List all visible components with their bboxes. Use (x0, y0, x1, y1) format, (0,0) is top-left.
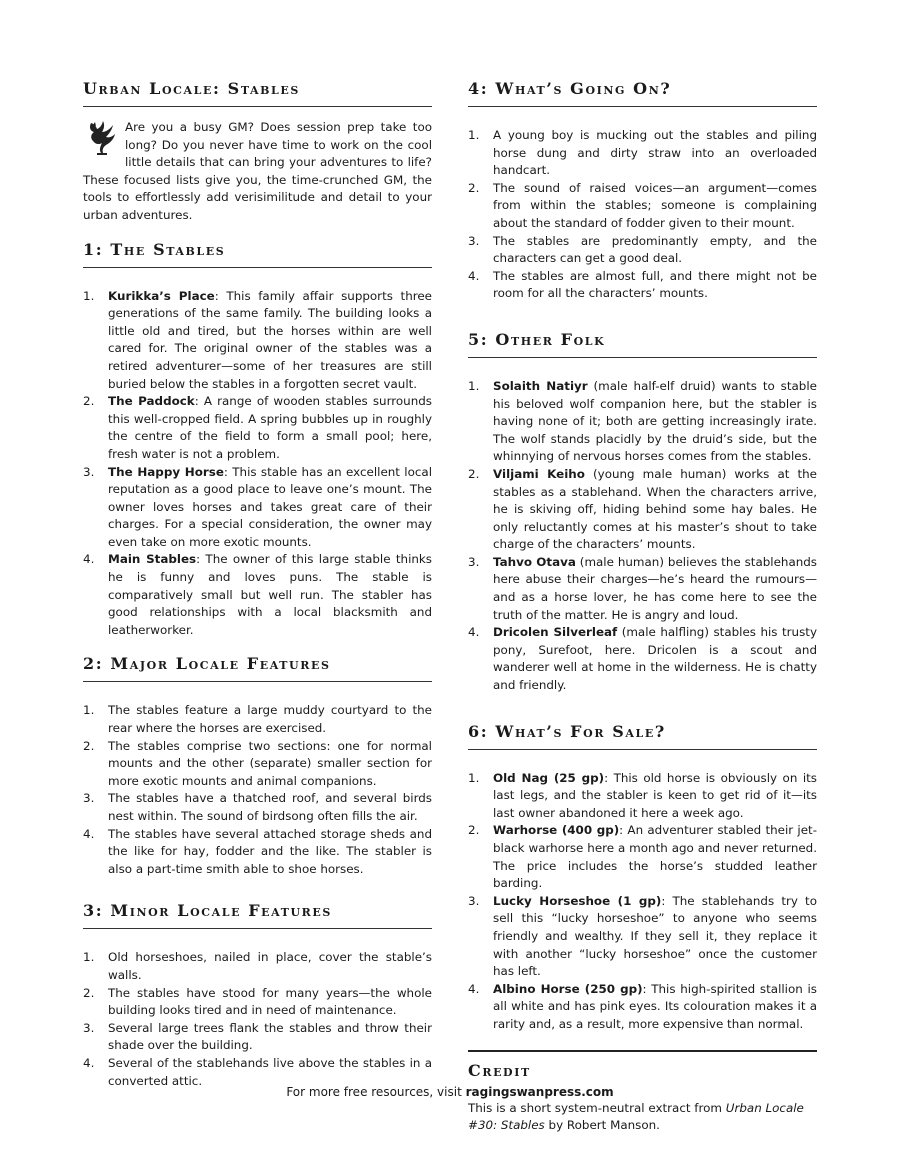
item-name: Albino Horse (250 gp) (493, 981, 643, 996)
other-folk-list (468, 378, 817, 695)
section-heading: 5: Other Folk (468, 329, 817, 358)
section-heading: 1: The Stables (83, 239, 432, 268)
section-stables (83, 239, 432, 640)
footer-link[interactable]: ragingswanpress.com (465, 1085, 614, 1099)
item-name: Dricolen Silverleaf (493, 625, 618, 640)
item-name: The Happy Horse (108, 464, 224, 479)
list-item: 2. The stables have stood for many years—the whole building looks tired and in need of maintenance. (83, 985, 432, 1018)
credit-book-title: Urban Locale #30: Stables (468, 1100, 804, 1133)
list-item: 4. Albino Horse (250 gp): This high-spirited stallion is all white and has pink eyes. Its colouration makes it a rarity and, as a result, more expensive than normal. (468, 981, 817, 1031)
section-minor-features (83, 900, 432, 1090)
item-name: Solaith Natiyr (493, 378, 588, 393)
major-features-list (83, 702, 432, 878)
credit-text: This is a short system-neutral extract from Urban Locale #30: Stables by Robert Manson. (468, 1100, 804, 1133)
page-title: Urban Locale: Stables (83, 78, 432, 107)
list-item: 1. Kurikka’s Place: This family affair supports three generations of the same family. The building looks a little old and tired, but the horses within are well cared for. The original owner of the stables was a retired adventurer—some of her treasures are still buried below the stables in a forgotten secret vault. (83, 288, 432, 391)
list-item: 1. The stables feature a large muddy courtyard to the rear where the horses are exercised. (83, 703, 432, 736)
item-name: Kurikka’s Place (108, 288, 215, 303)
list-item: 1. Solaith Natiyr (male half-elf druid) wants to stable his beloved wolf companion here, but the stabler is having none of it; both are getting increasingly irate. The wolf stands placidly by the druid’s side, but the whinnying of nervous horses comes from the stables. (468, 378, 817, 464)
section-heading: 3: Minor Locale Features (83, 900, 432, 929)
item-name: Viljami Keiho (493, 466, 585, 481)
list-item: 2. Viljami Keiho (young male human) works at the stables as a stablehand. When the characters arrive, he is skiving off, hiding behind some hay bales. He only reluctantly comes at his master’s shout to take charge of the characters’ mounts. (468, 466, 817, 552)
section-heading: Credit (468, 1060, 531, 1080)
list-item: 3. The stables are predominantly empty, and the characters can get a good deal. (468, 233, 817, 266)
list-item: 3. The Happy Horse: This stable has an excellent local reputation as a good place to leave one’s mount. The owner loves horses and takes great care of their charges. For a special consideration, the owner may even take on more exotic mounts. (83, 464, 433, 549)
whats-for-sale-list (468, 770, 817, 1034)
item-name: The Paddock (108, 394, 195, 409)
list-item: 4. Dricolen Silverleaf (male halfling) stables his trusty pony, Surefoot, here. Dricolen is a scout and wanderer well at home in the wilderness. He is chatty and friendly. (468, 625, 817, 693)
list-item: 1. Old Nag (25 gp): This old horse is obviously on its last legs, and the stabler is keen to get rid of it—its last owner abandoned it here a week ago. (468, 770, 817, 820)
list-item: 3. Several large trees flank the stables and throw their shade over the building. (83, 1020, 432, 1053)
item-name: Warhorse (400 gp) (493, 823, 620, 838)
item-name: Tahvo Otava (493, 554, 576, 569)
whats-going-on-list (468, 127, 817, 303)
section-heading: 2: Major Locale Features (83, 653, 432, 682)
section-heading: 6: What’s For Sale? (468, 721, 817, 750)
minor-features-list (83, 949, 432, 1090)
list-item: 1. Old horseshoes, nailed in place, cover the stable’s walls. (83, 950, 432, 982)
list-item: 4. Several of the stablehands live above the stables in a converted attic. (83, 1055, 432, 1088)
section-other-folk (468, 329, 817, 695)
list-item: 2. Warhorse (400 gp): An adventurer stabled their jet-black warhorse here a month ago and never returned. The price includes the horse’s studded leather barding. (468, 823, 818, 891)
list-item: 4. The stables have several attached storage sheds and the like for hay, fodder and the like. The stabler is also a part-time smith able to shoe horses. (83, 826, 432, 876)
list-item: 2. The Paddock: A range of wooden stables surrounds this well-cropped field. A spring bubbles up in roughly the centre of the field to form a small pool; here, fresh water is not a problem. (83, 394, 432, 461)
list-item: 1. A young boy is mucking out the stables and piling horse dung and dirty straw into an overloaded handcart. (468, 128, 817, 178)
list-item: 4. The stables are almost full, and there might not be room for all the characters’ mounts. (468, 268, 817, 301)
list-item: 2. The sound of raised voices—an argument—comes from within the stables; someone is complaining about the standard of fodder given to their mount. (468, 180, 817, 230)
list-item: 3. Tahvo Otava (male human) believes the stablehands here abuse their charges—he’s heard the rumours—and as a horse lover, he has come here to see the truth of the matter. He is angry and loud. (468, 554, 818, 622)
intro-paragraph (83, 119, 432, 225)
title-section (83, 78, 432, 225)
item-name: Main Stables (108, 552, 197, 567)
list-item: 2. The stables comprise two sections: one for normal mounts and the other (separate) smaller section for more exotic mounts and animal companions. (83, 738, 432, 788)
section-major-features (83, 653, 432, 878)
swan-logo-icon (85, 119, 119, 157)
section-whats-going-on (468, 78, 817, 303)
list-item: 3. The stables have a thatched roof, and several birds nest within. The sound of birdsong often fills the air. (83, 791, 432, 823)
section-heading: 4: What’s Going On? (468, 78, 817, 107)
stables-list (83, 288, 432, 640)
left-column (83, 78, 432, 1104)
list-item: 3. Lucky Horseshoe (1 gp): The stablehands try to sell this “lucky horseshoe” to anyone who seems friendly and wealthy. If they sell it, they replace it with another “lucky horseshoe” once the customer has left. (468, 893, 817, 979)
right-column (465, 78, 818, 1135)
item-name: Old Nag (25 gp) (493, 770, 605, 785)
section-whats-for-sale (468, 721, 817, 1034)
list-item: 4. Main Stables: The owner of this large stable thinks he is funny and loves puns. The stable is comparatively small but well run. The stabler has good relationships with a local blacksmith and leatherworker. (83, 552, 432, 637)
footer: For more free resources, visit ragingswanpress.com (286, 1085, 614, 1099)
intro-text: Are you a busy GM? Does session prep take too long? Do you never have time to work on the cool little details that can bring your adventures to life? These focused lists give you, the time-crunched GM, the tools to effortlessly add verisimilitude and detail to your urban adventures. (83, 120, 432, 222)
item-name: Lucky Horseshoe (1 gp) (493, 893, 662, 908)
